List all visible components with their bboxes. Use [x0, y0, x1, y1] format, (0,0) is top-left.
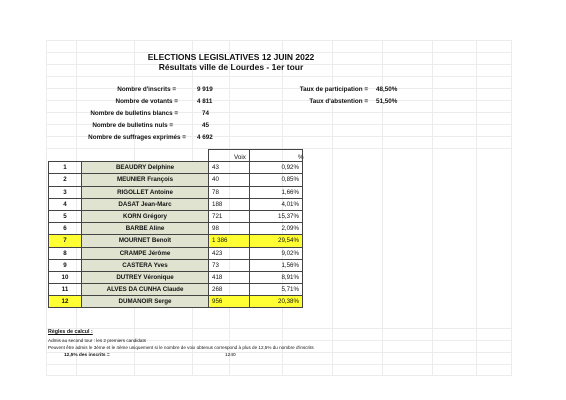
table-row — [49, 284, 303, 296]
cell-rank: 1 — [49, 162, 82, 174]
cell-rank: 2 — [49, 174, 82, 186]
document-subtitle: Résultats ville de Lourdes - 1er tour — [158, 62, 304, 72]
cell-voix: 721 — [209, 210, 250, 222]
cell-rank: 8 — [49, 247, 82, 259]
cell-name: MOURNET Benoît — [82, 235, 209, 247]
cell-voix: 956 — [209, 296, 250, 308]
note-line-2: Peuvent être admis le 3ème et le 4ème uniquement si le nombre de voix obtenus correspond à plus de 12,5% du nombre d'inscrits — [48, 345, 314, 350]
cell-pct: 1,56% — [250, 259, 303, 271]
table-row — [49, 296, 303, 308]
cell-voix: 40 — [209, 174, 250, 186]
cell-voix: 98 — [209, 223, 250, 235]
cell-rank: 11 — [49, 284, 82, 296]
cell-name: BARBE Aline — [82, 223, 209, 235]
cell-rank: 12 — [49, 296, 82, 308]
table-row — [49, 235, 303, 247]
header-cell-rank — [49, 150, 82, 162]
results-table — [48, 149, 303, 308]
cell-voix: 423 — [209, 247, 250, 259]
cell-rank: 7 — [49, 235, 82, 247]
stat-label-inscrits: Nombre d'inscrits = — [117, 86, 176, 93]
cell-name: BEAUDRY Delphine — [82, 162, 209, 174]
table-row — [49, 198, 303, 210]
cell-pct: 1,66% — [250, 186, 303, 198]
note-line-1: Admis au second tour : les 2 premiers candidats — [48, 338, 147, 343]
cell-pct: 0,92% — [250, 162, 303, 174]
cell-rank: 3 — [49, 186, 82, 198]
cell-rank: 6 — [49, 223, 82, 235]
cell-pct: 0,85% — [250, 174, 303, 186]
cell-pct: 4,01% — [250, 198, 303, 210]
cell-voix: 268 — [209, 284, 250, 296]
cell-pct: 8,91% — [250, 271, 303, 283]
table-row — [49, 259, 303, 271]
cell-voix: 1 386 — [209, 235, 250, 247]
table-row — [49, 223, 303, 235]
cell-rank: 10 — [49, 271, 82, 283]
stat-value-inscrits: 9 919 — [197, 86, 213, 93]
document-title: ELECTIONS LEGISLATIVES 12 JUIN 2022 — [147, 52, 315, 62]
stat-value-exprimes: 4 692 — [197, 134, 213, 141]
table-row — [49, 162, 303, 174]
threshold-label: 12,5% des inscrits = — [64, 353, 110, 358]
cell-voix: 188 — [209, 198, 250, 210]
table-row — [49, 186, 303, 198]
cell-name: MEUNIER François — [82, 174, 209, 186]
cell-rank: 5 — [49, 210, 82, 222]
header-cell-voix — [209, 150, 250, 162]
table-row — [49, 174, 303, 186]
cell-pct: 5,71% — [250, 284, 303, 296]
cell-name: RIGOLLET Antoine — [82, 186, 209, 198]
stat-value-blancs: 74 — [202, 110, 210, 117]
stat-label-exprimes: Nombre de suffrages exprimés = — [88, 134, 186, 141]
table-row — [49, 247, 303, 259]
threshold-value: 1240 — [225, 353, 236, 358]
cell-name: ALVES DA CUNHA Claude — [82, 284, 209, 296]
stat-label-votants: Nombre de votants = — [115, 98, 178, 105]
cell-name: DASAT Jean-Marc — [82, 198, 209, 210]
cell-pct: 9,02% — [250, 247, 303, 259]
stat-value-nuls: 45 — [202, 122, 210, 129]
cell-pct: 15,37% — [250, 210, 303, 222]
cell-rank: 9 — [49, 259, 82, 271]
table-row — [49, 271, 303, 283]
cell-name: CASTERA Yves — [82, 259, 209, 271]
cell-voix: 418 — [209, 271, 250, 283]
cell-name: DUTREY Véronique — [82, 271, 209, 283]
stat-value-participation: 48,50% — [376, 86, 398, 93]
cell-voix: 73 — [209, 259, 250, 271]
table-row — [49, 210, 303, 222]
stat-label-blancs: Nombre de bulletins blancs = — [90, 110, 178, 117]
stat-value-votants: 4 811 — [197, 98, 213, 105]
stat-value-abstention: 51,50% — [376, 98, 398, 105]
column-header-voix: Voix — [234, 154, 246, 161]
cell-name: KORN Grégory — [82, 210, 209, 222]
cell-pct: 2,09% — [250, 223, 303, 235]
header-cell-pct — [250, 150, 303, 162]
column-header-pct: % — [298, 154, 304, 161]
table-header-row — [49, 150, 303, 162]
cell-pct: 29,54% — [250, 235, 303, 247]
cell-voix: 78 — [209, 186, 250, 198]
cell-voix: 43 — [209, 162, 250, 174]
stat-label-nuls: Nombre de bulletins nuls = — [92, 122, 173, 129]
stat-label-participation: Taux de participation = — [299, 86, 368, 93]
spreadsheet — [46, 40, 512, 376]
cell-rank: 4 — [49, 198, 82, 210]
notes-title: Règles de calcul : — [48, 329, 93, 335]
cell-name: DUMANOIR Serge — [82, 296, 209, 308]
stat-label-abstention: Taux d'abstention = — [309, 98, 368, 105]
cell-name: CRAMPE Jérôme — [82, 247, 209, 259]
header-cell-name — [82, 150, 209, 162]
cell-pct: 20,38% — [250, 296, 303, 308]
